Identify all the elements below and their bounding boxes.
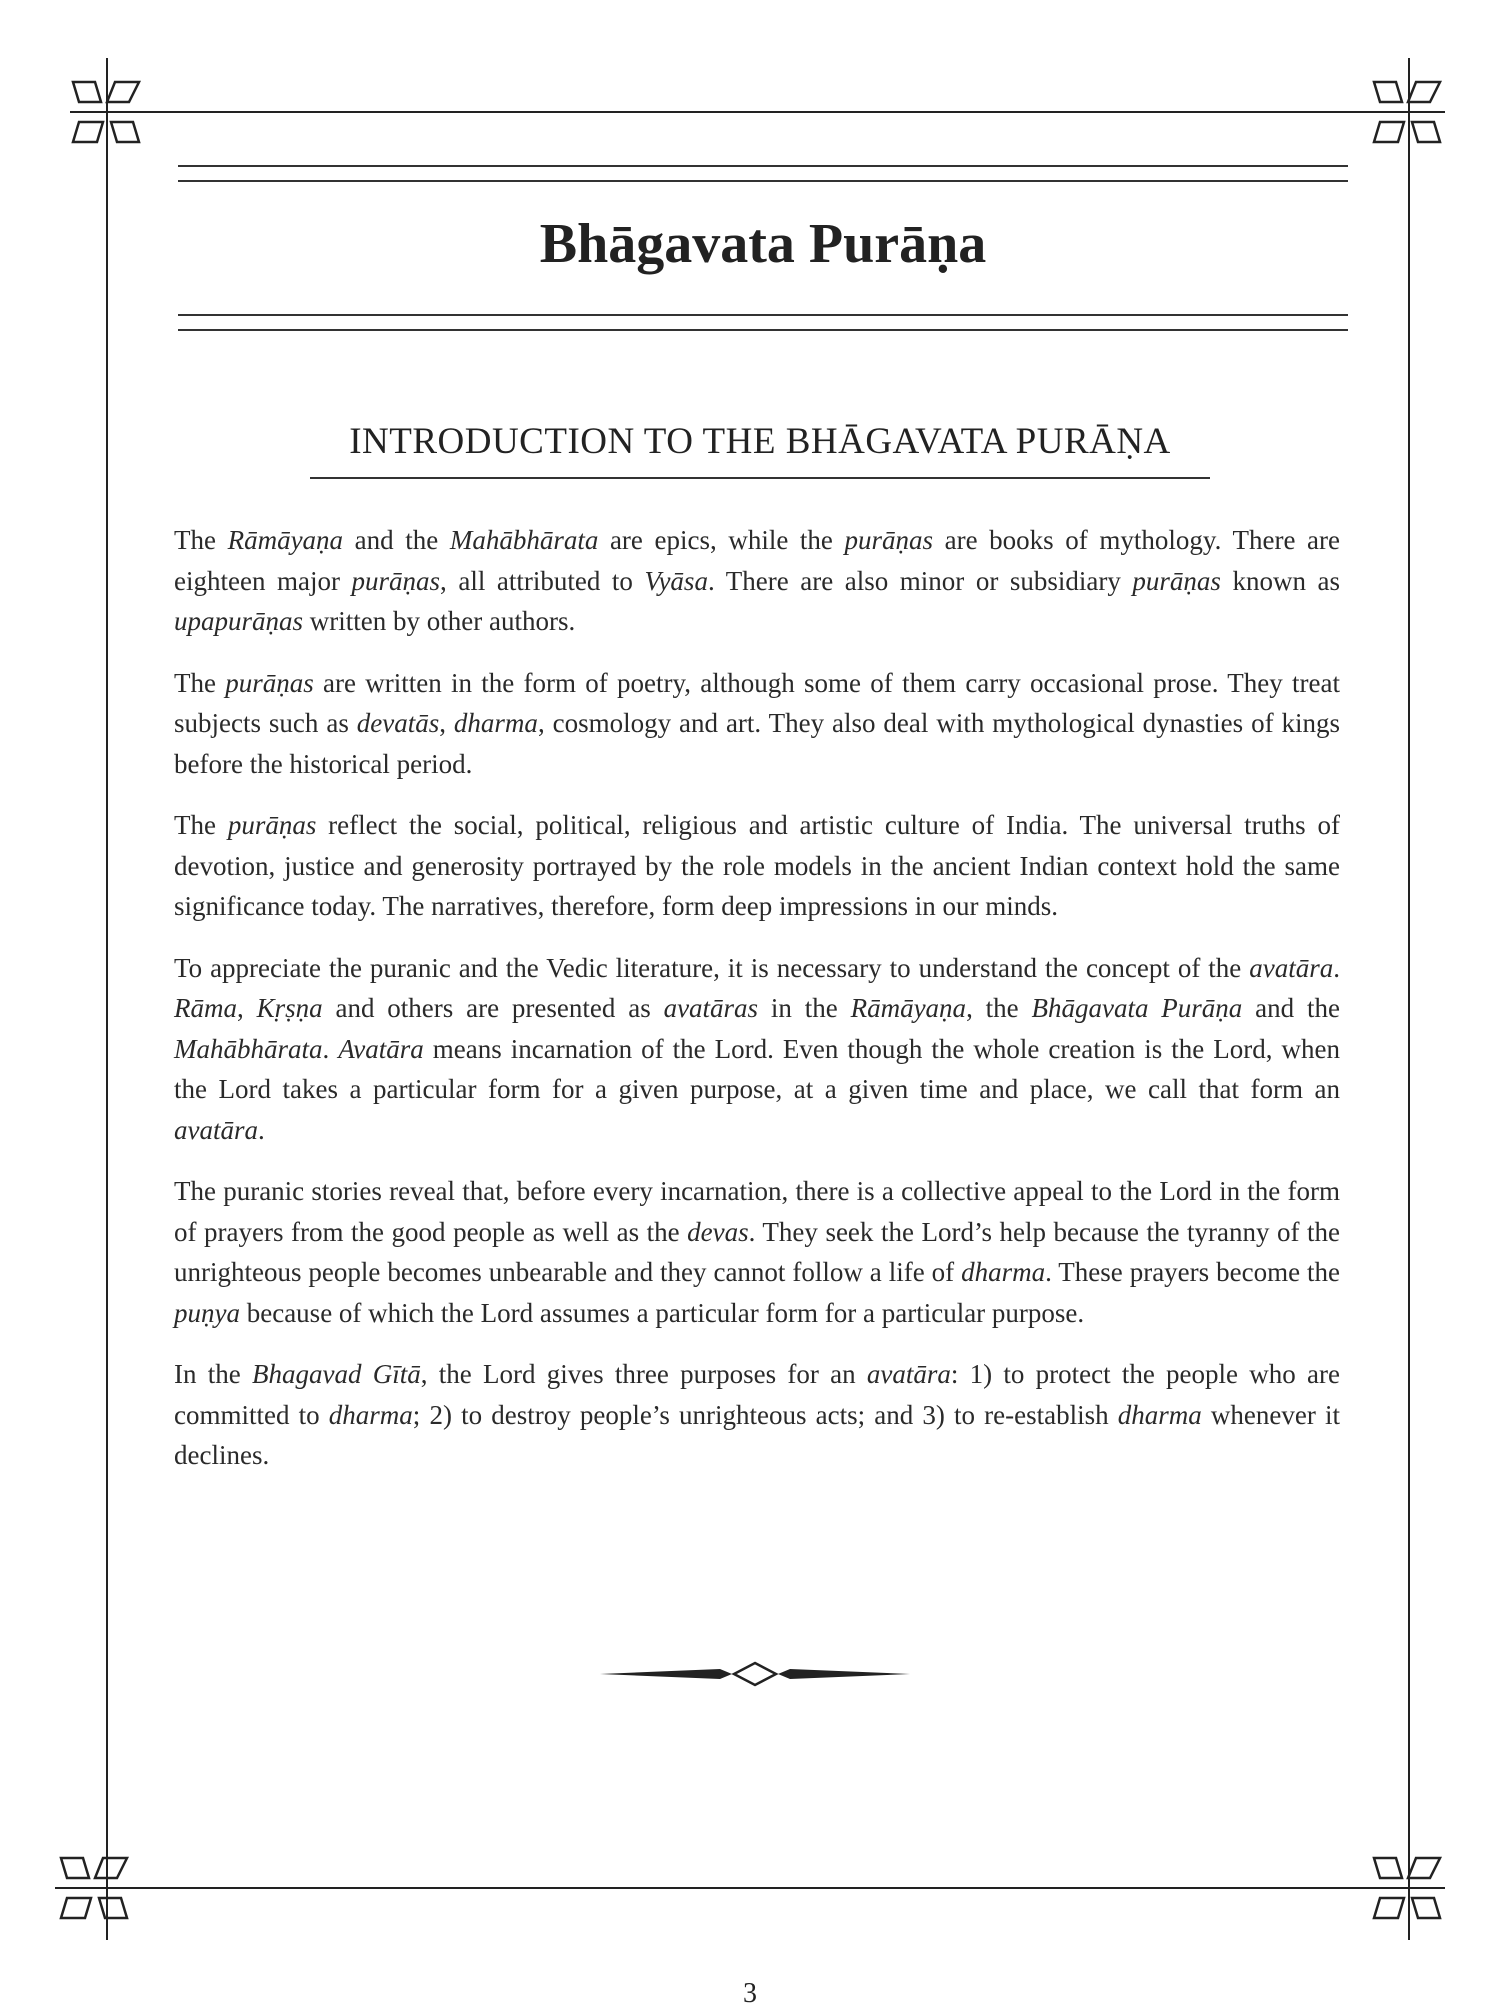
italic-term: dharma (453, 708, 538, 738)
frame-line-left (106, 58, 108, 1940)
italic-term: puṇya (174, 1297, 240, 1328)
title-rule-top-1 (178, 165, 1348, 167)
paragraph: The Rāmāyaṇa and the Mahābhārata are epics, while the purāṇas are books of mythology. There are eighteen major purāṇas, all attributed to Vyāsa. There are also minor or subsidiary purāṇas known as upapurāṇas written by other authors. (174, 525, 1340, 636)
corner-ornament-top-right-icon (1368, 72, 1448, 152)
italic-term: Rāmāyaṇa (850, 993, 967, 1023)
paragraph: The puranic stories reveal that, before every incarnation, there is a collective appeal to the Lord in the form of prayers from the good people as well as the devas. They seek the Lord’s help because the tyranny of the unrighteous people becomes unbearable and they cannot follow a life of dharma. These prayers become the puṇya because of which the Lord assumes a particular form for a particular purpose. (174, 1176, 1341, 1328)
italic-term: avatāra (174, 1114, 258, 1145)
italic-term: Rāmāyaṇa (227, 525, 344, 555)
italic-term: Bhāgavata Purāṇa (1031, 993, 1243, 1023)
title-rule-bottom-2 (178, 329, 1348, 331)
italic-term: purāṇas (351, 565, 441, 596)
section-heading-underline (310, 477, 1210, 479)
italic-term: purāṇas (1132, 565, 1221, 596)
frame-line-top (70, 111, 1445, 113)
body-text (174, 520, 1340, 1497)
paragraph: The purāṇas are written in the form of poetry, although some of them carry occasional prose. They treat subjects such as devatās, dharma, cosmology and art. They also deal with mythological dynasties of kings before the historical period. (174, 667, 1341, 779)
corner-ornament-bottom-right-icon (1368, 1848, 1448, 1928)
section-heading: INTRODUCTION TO THE BHĀGAVATA PURĀṆA (349, 421, 1171, 462)
italic-term: Rāma (174, 993, 237, 1023)
page-title: Bhāgavata Purāṇa (539, 213, 987, 275)
italic-term: purāṇas (227, 810, 317, 840)
italic-term: Mahābhārata (449, 525, 599, 555)
italic-term: dharma (328, 1399, 413, 1430)
frame-line-right (1408, 58, 1410, 1940)
italic-term: dharma (961, 1257, 1046, 1287)
italic-term: dharma (1117, 1399, 1202, 1430)
italic-term: avatāras (663, 993, 759, 1023)
italic-term: Avatāra (338, 1033, 424, 1064)
paragraph: The purāṇas reflect the social, political, religious and artistic culture of India. The universal truths of devotion, justice and generosity portrayed by the role models in the ancient Indian context hold the same significance today. The narratives, therefore, form deep impressions in our minds. (174, 810, 1341, 921)
title-rule-top-2 (178, 180, 1348, 182)
italic-term: devas (687, 1216, 749, 1247)
italic-term: upapurāṇas (174, 606, 304, 636)
italic-term: avatāra (1249, 952, 1334, 983)
frame-line-bottom (55, 1887, 1445, 1889)
italic-term: Kṛṣṇa (256, 993, 323, 1023)
page-number: 3 (743, 1978, 757, 2009)
italic-term: Mahābhārata (174, 1033, 323, 1064)
italic-term: purāṇas (225, 667, 314, 698)
italic-term: devatās (356, 708, 440, 738)
section-end-ornament-icon (600, 1660, 910, 1688)
corner-ornament-bottom-left-icon (55, 1848, 135, 1928)
paragraph: In the Bhagavad Gītā, the Lord gives three purposes for an avatāra: 1) to protect the people who are committed to dharma; 2) to destroy people’s unrighteous acts; and 3) to re-establish dharma whenever it declines. (174, 1359, 1340, 1470)
italic-term: purāṇas (844, 525, 934, 555)
italic-term: avatāra (866, 1359, 951, 1389)
italic-term: Vyāsa (644, 565, 708, 596)
corner-ornament-top-left-icon (67, 72, 147, 152)
title-rule-bottom-1 (178, 314, 1348, 316)
paragraph: To appreciate the puranic and the Vedic literature, it is necessary to understand the concept of the avatāra. Rāma, Kṛṣṇa and others are presented as avatāras in the Rāmāyaṇa, the Bhāgavata Purāṇa and the Mahābhārata. Avatāra means incarnation of the Lord. Even though the whole creation is the Lord, when the Lord takes a particular form for a given purpose, at a given time and place, we call that form an avatāra. (174, 952, 1340, 1145)
italic-term: Bhagavad Gītā (251, 1359, 421, 1389)
